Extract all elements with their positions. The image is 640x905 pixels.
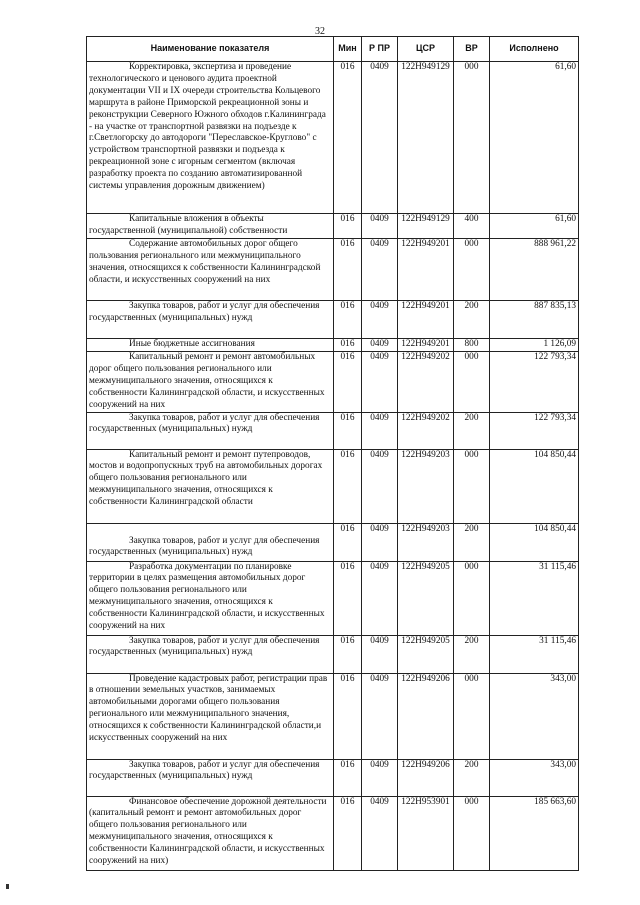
row-rpr: 0409 [362,759,398,796]
row-vr: 200 [454,523,490,561]
row-csr: 122Н953901 [398,796,454,870]
row-done: 343,00 [490,759,579,796]
row-done: 31 115,46 [490,561,579,635]
row-min: 016 [334,796,362,870]
table-row [87,673,579,759]
table-row [87,449,579,523]
table-row [87,796,579,870]
row-min: 016 [334,561,362,635]
row-name: Закупка товаров, работ и услуг для обеспечения государственных (муниципальных) нужд [89,301,320,323]
row-rpr: 0409 [362,796,398,870]
row-name: Проведение кадастровых работ, регистрации прав в отношении земельных участков, занимаемых автомобильными дорогами общего пользования регионального или межмуниципального значения, относящихся к собственности Калининградской области,и искусственных сооружений на них [89,673,328,744]
row-rpr: 0409 [362,301,398,339]
row-done: 104 850,44 [490,449,579,523]
row-csr: 122Н949206 [398,759,454,796]
row-rpr: 0409 [362,214,398,239]
row-csr: 122Н949205 [398,635,454,673]
row-name: Финансовое обеспечение дорожной деятельности (капитальный ремонт и ремонт автомобильных дорог общего пользования регионального или межмуниципального значения, относящихся к собственности Калининградской области, и искусственных сооружений на них) [89,796,327,867]
table-row [87,523,579,561]
row-vr: 400 [454,214,490,239]
row-vr: 200 [454,759,490,796]
row-done: 122 793,34 [490,412,579,449]
row-min: 016 [334,352,362,413]
table-row [87,214,579,239]
page-number: 32 [315,26,325,37]
row-vr: 200 [454,412,490,449]
row-name: Содержание автомобильных дорог общего пользования регионального или межмуниципального значения, относящихся к собственности Калининградской области, и искусственных сооружений на них [89,239,321,285]
row-vr: 000 [454,239,490,301]
table-row [87,759,579,796]
row-rpr: 0409 [362,449,398,523]
row-name: Закупка товаров, работ и услуг для обеспечения государственных (муниципальных) нужд [89,535,320,558]
row-done: 1 126,09 [490,339,579,352]
row-vr: 000 [454,352,490,413]
header-done: Исполнено [490,37,579,62]
table-row [87,239,579,301]
row-min: 016 [334,301,362,339]
row-csr: 122Н949206 [398,673,454,759]
row-csr: 122Н949203 [398,523,454,561]
row-csr: 122Н949201 [398,339,454,352]
row-done: 31 115,46 [490,635,579,673]
table-row [87,62,579,214]
row-csr: 122Н949202 [398,412,454,449]
row-vr: 800 [454,339,490,352]
row-csr: 122Н949129 [398,62,454,214]
row-done: 185 663,60 [490,796,579,870]
row-name: Капитальный ремонт и ремонт автомобильных дорог общего пользования регионального или межмуниципального значения, относящихся к собственности Калининградской области, и искусственных сооружений на них [89,352,325,410]
budget-table [86,36,579,871]
row-rpr: 0409 [362,339,398,352]
row-done: 104 850,44 [490,523,579,561]
row-rpr: 0409 [362,352,398,413]
row-vr: 200 [454,301,490,339]
table-row [87,301,579,339]
row-min: 016 [334,449,362,523]
row-done: 887 835,13 [490,301,579,339]
row-rpr: 0409 [362,239,398,301]
table-row [87,561,579,635]
row-done: 122 793,34 [490,352,579,413]
row-min: 016 [334,412,362,449]
row-done: 888 961,22 [490,239,579,301]
row-csr: 122Н949201 [398,301,454,339]
row-done: 343,00 [490,673,579,759]
row-vr: 000 [454,449,490,523]
table-header-row [87,37,579,62]
row-csr: 122Н949129 [398,214,454,239]
row-name: Корректировка, экспертиза и проведение технологического и ценового аудита проектной документации VII и IX очереди строительства Кольцевого маршрута в районе Приморской рекреационной зоны и реконструкции Северного Южного обходов г.Калининграда - на участке от транспортной развязки на подъезде к г.Светлогорску до автодороги "Переславское-Круглово" с устройством транспортной развязки и подъезда к рекреационной зоне с игорным сегментом (включая разработку проекта по созданию автоматизированной системы управления дорожным движением) [89,62,326,192]
table-row [87,352,579,413]
header-vr: ВР [454,37,490,62]
row-min: 016 [334,635,362,673]
row-min: 016 [334,214,362,239]
row-name: Закупка товаров, работ и услуг для обеспечения государственных (муниципальных) нужд [89,759,320,782]
row-rpr: 0409 [362,561,398,635]
row-rpr: 0409 [362,62,398,214]
row-min: 016 [334,239,362,301]
row-vr: 000 [454,796,490,870]
row-csr: 122Н949201 [398,239,454,301]
row-done: 61,60 [490,62,579,214]
row-name: Закупка товаров, работ и услуг для обеспечения государственных (муниципальных) нужд [89,412,320,435]
row-vr: 000 [454,561,490,635]
table-row [87,635,579,673]
row-csr: 122Н949203 [398,449,454,523]
row-name: Иные бюджетные ассигнования [129,339,255,349]
row-csr: 122Н949202 [398,352,454,413]
row-rpr: 0409 [362,412,398,449]
table-row [87,412,579,449]
header-min: Мин [334,37,362,62]
margin-mark [6,884,9,889]
table-row [87,339,579,352]
row-name: Капитальные вложения в объекты государственной (муниципальной) собственности [89,214,288,236]
row-min: 016 [334,62,362,214]
row-vr: 000 [454,62,490,214]
row-min: 016 [334,759,362,796]
header-rpr: Р ПР [362,37,398,62]
row-name: Разработка документации по планировке территории в целях размещения автомобильных дорог общего пользования регионального или межмуниципального значения, относящихся к собственности Калининградской области, и искусственных сооружений на них [89,561,325,632]
header-name: Наименование показателя [87,37,334,62]
row-csr: 122Н949205 [398,561,454,635]
row-min: 016 [334,523,362,561]
row-rpr: 0409 [362,523,398,561]
row-rpr: 0409 [362,635,398,673]
header-csr: ЦСР [398,37,454,62]
row-rpr: 0409 [362,673,398,759]
row-done: 61,60 [490,214,579,239]
row-name: Закупка товаров, работ и услуг для обеспечения государственных (муниципальных) нужд [89,635,320,658]
row-name: Капитальный ремонт и ремонт путепроводов, мостов и водопропускных труб на автомобильных дорогах общего пользования регионального или межмуниципального значения, относящихся к собственности Калининградской области [89,449,323,508]
row-vr: 200 [454,635,490,673]
row-min: 016 [334,673,362,759]
row-vr: 000 [454,673,490,759]
row-min: 016 [334,339,362,352]
